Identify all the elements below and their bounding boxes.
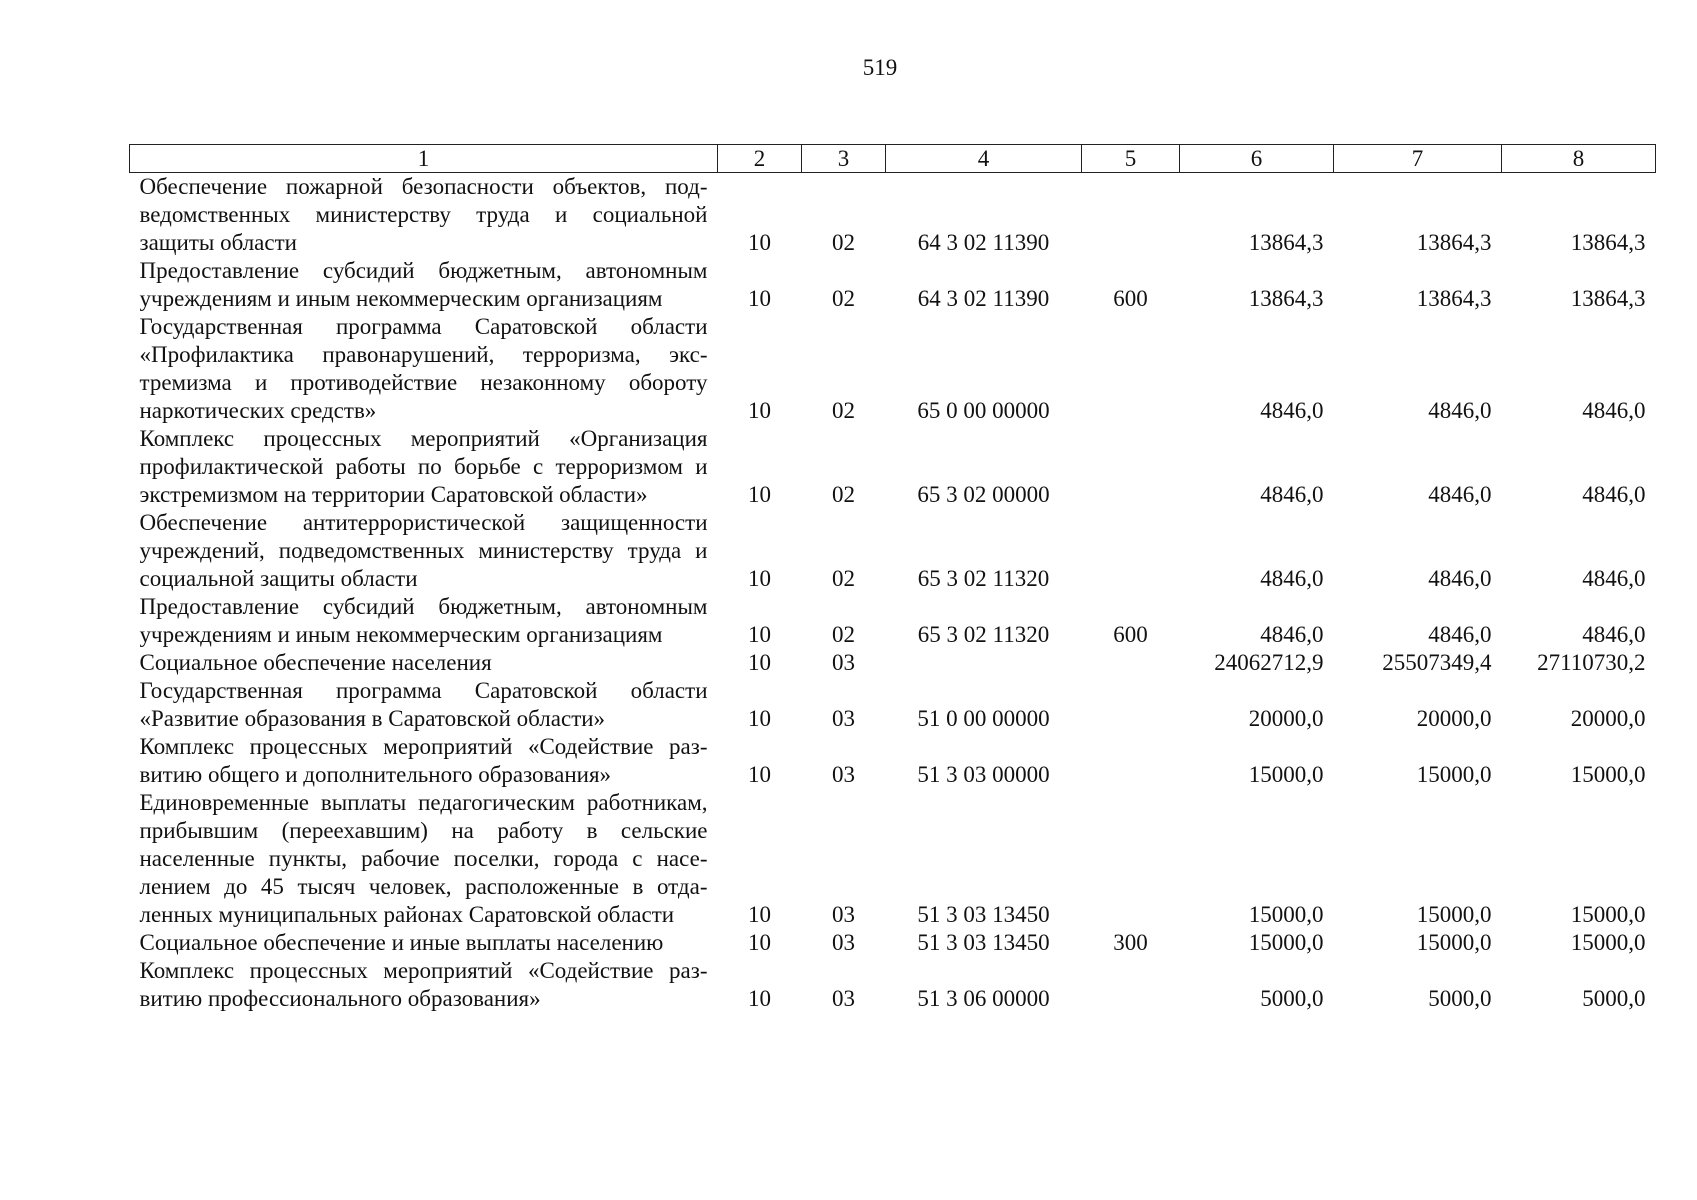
- row-amount-year-1: 4846,0: [1260, 398, 1324, 423]
- row-target-code: 51 3 03 00000: [917, 762, 1050, 787]
- row-subsection: 03: [832, 650, 855, 675]
- row-expense-type: 300: [1113, 930, 1148, 955]
- row-subsection: 03: [832, 762, 855, 787]
- row-amount-year-3: 4846,0: [1582, 566, 1646, 591]
- row-section: 10: [748, 986, 771, 1011]
- row-name: Предоставление субсидий бюджетным, автономным учреждениям и иным некоммерческим организациям: [139, 258, 708, 311]
- row-section: 10: [748, 902, 771, 927]
- header-col-6: 6: [1180, 145, 1334, 173]
- row-section: 10: [748, 398, 771, 423]
- row-amount-year-1: 13864,3: [1248, 230, 1324, 255]
- row-amount-year-2: 13864,3: [1416, 230, 1492, 255]
- row-amount-year-1: 13864,3: [1248, 286, 1324, 311]
- row-name: Единовременные выплаты педагогическим работникам, прибывшим (переехавшим) на работу в сельские населенные пункты, рабочие поселки, города с населением до 45 тысяч человек, расположенные в отдаленных муниципальных районах Саратовской области: [139, 790, 708, 927]
- header-col-4: 4: [886, 145, 1082, 173]
- row-name: Государственная программа Саратовской области «Профилактика правонарушений, терроризма, экстремизма и противодействие незаконному обороту наркотических средств»: [139, 314, 708, 423]
- row-expense-type: [1082, 733, 1180, 789]
- row-target-code: [886, 649, 1082, 677]
- header-col-2: 2: [718, 145, 802, 173]
- page-number: 519: [862, 55, 898, 80]
- row-target-code: 64 3 02 11390: [917, 230, 1050, 255]
- row-amount-year-2: 13864,3: [1416, 286, 1492, 311]
- row-expense-type: [1082, 509, 1180, 593]
- row-target-code: 64 3 02 11390: [917, 286, 1050, 311]
- row-amount-year-2: 4846,0: [1428, 566, 1492, 591]
- table-row: [130, 733, 1656, 789]
- row-amount-year-3: 4846,0: [1582, 622, 1646, 647]
- row-subsection: 02: [832, 622, 855, 647]
- row-name: Государственная программа Саратовской области «Развитие образования в Саратовской области»: [139, 678, 708, 731]
- table-row: [130, 929, 1656, 957]
- table-row: [130, 425, 1656, 509]
- table-row: [130, 957, 1656, 1013]
- row-subsection: 02: [832, 230, 855, 255]
- row-section: 10: [748, 650, 771, 675]
- row-section: 10: [748, 482, 771, 507]
- header-col-8: 8: [1502, 145, 1656, 173]
- row-amount-year-1: 15000,0: [1248, 902, 1324, 927]
- row-target-code: 51 0 00 00000: [917, 706, 1050, 731]
- table-row: [130, 313, 1656, 425]
- table-row: [130, 593, 1656, 649]
- table-row: [130, 789, 1656, 929]
- row-section: 10: [748, 930, 771, 955]
- header-row: [130, 145, 1656, 173]
- row-section: 10: [748, 706, 771, 731]
- row-section: 10: [748, 566, 771, 591]
- header-col-3: 3: [802, 145, 886, 173]
- row-target-code: 51 3 06 00000: [917, 986, 1050, 1011]
- table-row: [130, 509, 1656, 593]
- row-subsection: 03: [832, 986, 855, 1011]
- table-body: [130, 173, 1656, 1014]
- row-target-code: 65 0 00 00000: [917, 398, 1050, 423]
- row-amount-year-3: 4846,0: [1582, 398, 1646, 423]
- row-target-code: 65 3 02 00000: [917, 482, 1050, 507]
- row-section: 10: [748, 762, 771, 787]
- header-col-1: 1: [130, 145, 718, 173]
- row-amount-year-2: 15000,0: [1416, 902, 1492, 927]
- header-col-7: 7: [1334, 145, 1502, 173]
- row-amount-year-2: 4846,0: [1428, 398, 1492, 423]
- table-row: [130, 677, 1656, 733]
- row-subsection: 03: [832, 902, 855, 927]
- row-expense-type: [1082, 677, 1180, 733]
- row-amount-year-3: 15000,0: [1570, 930, 1646, 955]
- row-name: Обеспечение антитеррористической защищенности учреждений, подведомственных министерству труда и социальной защиты области: [139, 510, 708, 591]
- row-amount-year-1: 24062712,9: [1214, 650, 1324, 675]
- row-section: 10: [748, 286, 771, 311]
- row-expense-type: [1082, 173, 1180, 258]
- row-amount-year-3: 15000,0: [1570, 902, 1646, 927]
- row-amount-year-1: 15000,0: [1248, 930, 1324, 955]
- row-subsection: 03: [832, 706, 855, 731]
- row-amount-year-3: 4846,0: [1582, 482, 1646, 507]
- header-col-5: 5: [1082, 145, 1180, 173]
- row-amount-year-2: 15000,0: [1416, 930, 1492, 955]
- row-name: Комплекс процессных мероприятий «Содействие развитию профессионального образования»: [139, 958, 708, 1011]
- row-name: Обеспечение пожарной безопасности объектов, подведомственных министерству труда и социальной защиты области: [139, 174, 708, 255]
- row-expense-type: [1082, 649, 1180, 677]
- row-amount-year-1: 4846,0: [1260, 566, 1324, 591]
- row-amount-year-3: 15000,0: [1570, 762, 1646, 787]
- table-header: [130, 145, 1656, 173]
- row-amount-year-2: 5000,0: [1428, 986, 1492, 1011]
- row-amount-year-3: 13864,3: [1570, 286, 1646, 311]
- row-amount-year-1: 4846,0: [1260, 482, 1324, 507]
- row-subsection: 02: [832, 398, 855, 423]
- table-row: [130, 173, 1656, 258]
- row-name: Комплекс процессных мероприятий «Содействие развитию общего и дополнительного образования»: [139, 734, 708, 787]
- row-amount-year-2: 25507349,4: [1382, 650, 1492, 675]
- row-amount-year-3: 20000,0: [1570, 706, 1646, 731]
- row-amount-year-3: 5000,0: [1582, 986, 1646, 1011]
- row-name: Социальное обеспечение и иные выплаты населению: [139, 930, 664, 955]
- row-amount-year-2: 4846,0: [1428, 622, 1492, 647]
- table-row: [130, 649, 1656, 677]
- row-expense-type: [1082, 313, 1180, 425]
- row-section: 10: [748, 230, 771, 255]
- row-name: Комплекс процессных мероприятий «Организация профилактической работы по борьбе с терроризмом и экстремизмом на территории Саратовской области»: [139, 426, 708, 507]
- row-amount-year-1: 5000,0: [1260, 986, 1324, 1011]
- row-amount-year-3: 13864,3: [1570, 230, 1646, 255]
- row-expense-type: 600: [1113, 622, 1148, 647]
- row-name: Предоставление субсидий бюджетным, автономным учреждениям и иным некоммерческим организациям: [139, 594, 708, 647]
- row-section: 10: [748, 622, 771, 647]
- row-amount-year-3: 27110730,2: [1537, 650, 1646, 675]
- row-subsection: 03: [832, 930, 855, 955]
- row-amount-year-1: 20000,0: [1248, 706, 1324, 731]
- row-subsection: 02: [832, 482, 855, 507]
- table-row: [130, 257, 1656, 313]
- row-subsection: 02: [832, 286, 855, 311]
- row-expense-type: [1082, 957, 1180, 1013]
- row-expense-type: 600: [1113, 286, 1148, 311]
- row-amount-year-1: 15000,0: [1248, 762, 1324, 787]
- row-expense-type: [1082, 789, 1180, 929]
- row-amount-year-1: 4846,0: [1260, 622, 1324, 647]
- row-amount-year-2: 4846,0: [1428, 482, 1492, 507]
- row-target-code: 65 3 02 11320: [917, 622, 1050, 647]
- row-target-code: 51 3 03 13450: [917, 930, 1050, 955]
- row-target-code: 51 3 03 13450: [917, 902, 1050, 927]
- budget-table: [129, 144, 1656, 1013]
- row-amount-year-2: 20000,0: [1416, 706, 1492, 731]
- row-subsection: 02: [832, 566, 855, 591]
- row-amount-year-2: 15000,0: [1416, 762, 1492, 787]
- row-name: Социальное обеспечение населения: [139, 650, 492, 675]
- row-expense-type: [1082, 425, 1180, 509]
- row-target-code: 65 3 02 11320: [917, 566, 1050, 591]
